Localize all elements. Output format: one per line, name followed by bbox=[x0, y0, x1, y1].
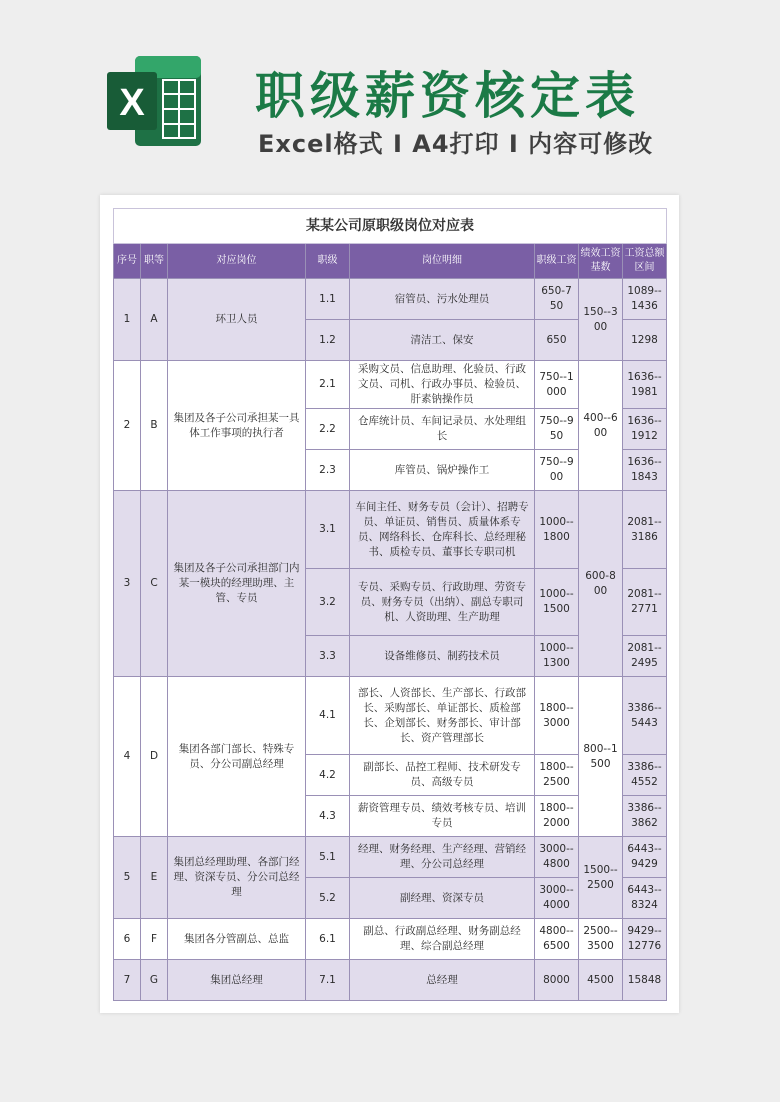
cell-wage: 750--950 bbox=[535, 409, 579, 450]
cell-wage: 750--1000 bbox=[535, 361, 579, 409]
cell-base: 2500--3500 bbox=[579, 919, 623, 960]
cell-total: 9429--12776 bbox=[623, 919, 667, 960]
cell-total: 2081--2495 bbox=[623, 636, 667, 677]
cell-wage: 1000--1800 bbox=[535, 491, 579, 569]
cell-no: 2 bbox=[114, 361, 141, 491]
cell-wage: 1000--1500 bbox=[535, 569, 579, 636]
cell-total: 1636--1843 bbox=[623, 450, 667, 491]
cell-wage: 3000--4000 bbox=[535, 878, 579, 919]
header-detail: 岗位明细 bbox=[350, 244, 535, 279]
header-level: 职级 bbox=[306, 244, 350, 279]
cell-wage: 650-750 bbox=[535, 279, 579, 320]
cell-position: 集团总经理 bbox=[168, 960, 306, 1001]
cell-level: 3.3 bbox=[306, 636, 350, 677]
table-header-row bbox=[114, 244, 667, 279]
cell-level: 1.2 bbox=[306, 320, 350, 361]
cell-detail: 副总、行政副总经理、财务副总经理、综合副总经理 bbox=[350, 919, 535, 960]
cell-level: 2.3 bbox=[306, 450, 350, 491]
cell-no: 4 bbox=[114, 677, 141, 837]
cell-grade: D bbox=[141, 677, 168, 837]
cell-level: 2.2 bbox=[306, 409, 350, 450]
cell-position: 环卫人员 bbox=[168, 279, 306, 361]
cell-level: 4.3 bbox=[306, 796, 350, 837]
cell-level: 1.1 bbox=[306, 279, 350, 320]
cell-wage: 650 bbox=[535, 320, 579, 361]
cell-total: 6443--8324 bbox=[623, 878, 667, 919]
cell-level: 2.1 bbox=[306, 361, 350, 409]
cell-total: 3386--5443 bbox=[623, 677, 667, 755]
cell-level: 5.1 bbox=[306, 837, 350, 878]
cell-detail: 副经理、资深专员 bbox=[350, 878, 535, 919]
cell-level: 5.2 bbox=[306, 878, 350, 919]
cell-grade: C bbox=[141, 491, 168, 677]
cell-wage: 4800--6500 bbox=[535, 919, 579, 960]
logo-letter: X bbox=[119, 82, 145, 124]
cell-level: 4.2 bbox=[306, 755, 350, 796]
cell-wage: 3000--4800 bbox=[535, 837, 579, 878]
cell-base: 600-800 bbox=[579, 491, 623, 677]
cell-base: 800--1500 bbox=[579, 677, 623, 837]
header-wage: 职级工资 bbox=[535, 244, 579, 279]
cell-no: 7 bbox=[114, 960, 141, 1001]
cell-position: 集团各分管副总、总监 bbox=[168, 919, 306, 960]
cell-total: 1636--1981 bbox=[623, 361, 667, 409]
cell-level: 3.1 bbox=[306, 491, 350, 569]
header-grade: 职等 bbox=[141, 244, 168, 279]
table-caption: 某某公司原职级岗位对应表 bbox=[114, 209, 667, 244]
cell-total: 2081--2771 bbox=[623, 569, 667, 636]
cell-detail: 总经理 bbox=[350, 960, 535, 1001]
cell-level: 6.1 bbox=[306, 919, 350, 960]
cell-wage: 1800--3000 bbox=[535, 677, 579, 755]
cell-position: 集团及各子公司承担某一具体工作事项的执行者 bbox=[168, 361, 306, 491]
cell-grade: A bbox=[141, 279, 168, 361]
cell-detail: 经理、财务经理、生产经理、营销经理、分公司总经理 bbox=[350, 837, 535, 878]
cell-no: 5 bbox=[114, 837, 141, 919]
cell-base: 400--600 bbox=[579, 361, 623, 491]
cell-total: 3386--3862 bbox=[623, 796, 667, 837]
header-no: 序号 bbox=[114, 244, 141, 279]
document-sheet bbox=[100, 195, 679, 1013]
table-row bbox=[114, 919, 667, 960]
cell-wage: 8000 bbox=[535, 960, 579, 1001]
table-row bbox=[114, 279, 667, 320]
cell-grade: F bbox=[141, 919, 168, 960]
cell-wage: 1800--2000 bbox=[535, 796, 579, 837]
cell-base: 4500 bbox=[579, 960, 623, 1001]
cell-detail: 薪资管理专员、绩效考核专员、培训专员 bbox=[350, 796, 535, 837]
cell-level: 3.2 bbox=[306, 569, 350, 636]
header-total: 工资总额区间 bbox=[623, 244, 667, 279]
cell-grade: B bbox=[141, 361, 168, 491]
cell-total: 1089--1436 bbox=[623, 279, 667, 320]
cell-total: 15848 bbox=[623, 960, 667, 1001]
table-row bbox=[114, 491, 667, 569]
table-row bbox=[114, 361, 667, 409]
cell-grade: E bbox=[141, 837, 168, 919]
cell-total: 6443--9429 bbox=[623, 837, 667, 878]
cell-detail: 库管员、锅炉操作工 bbox=[350, 450, 535, 491]
cell-detail: 采购文员、信息助理、化验员、行政文员、司机、行政办事员、检验员、肝素钠操作员 bbox=[350, 361, 535, 409]
cell-detail: 宿管员、污水处理员 bbox=[350, 279, 535, 320]
cell-no: 6 bbox=[114, 919, 141, 960]
cell-total: 3386--4552 bbox=[623, 755, 667, 796]
grade-table bbox=[113, 208, 667, 1001]
cell-detail: 副部长、品控工程师、技术研发专员、高级专员 bbox=[350, 755, 535, 796]
page-subtitle: Excel格式 I A4打印 I 内容可修改 bbox=[258, 130, 654, 158]
header-position: 对应岗位 bbox=[168, 244, 306, 279]
cell-wage: 1800--2500 bbox=[535, 755, 579, 796]
cell-detail: 部长、人资部长、生产部长、行政部长、采购部长、单证部长、质检部长、企划部长、财务部长、审计部长、资产管理部长 bbox=[350, 677, 535, 755]
excel-logo-icon bbox=[105, 52, 205, 150]
cell-detail: 车间主任、财务专员（会计）、招聘专员、单证员、销售员、质量体系专员、网络科长、仓库科长、总经理秘书、质检专员、董事长专职司机 bbox=[350, 491, 535, 569]
cell-total: 2081--3186 bbox=[623, 491, 667, 569]
cell-wage: 750--900 bbox=[535, 450, 579, 491]
cell-position: 集团及各子公司承担部门内某一模块的经理助理、主管、专员 bbox=[168, 491, 306, 677]
cell-total: 1636--1912 bbox=[623, 409, 667, 450]
cell-position: 集团总经理助理、各部门经理、资深专员、分公司总经理 bbox=[168, 837, 306, 919]
cell-level: 4.1 bbox=[306, 677, 350, 755]
cell-level: 7.1 bbox=[306, 960, 350, 1001]
header-base: 绩效工资基数 bbox=[579, 244, 623, 279]
cell-no: 1 bbox=[114, 279, 141, 361]
cell-detail: 设备维修员、制药技术员 bbox=[350, 636, 535, 677]
banner bbox=[0, 0, 780, 195]
table-row bbox=[114, 960, 667, 1001]
cell-grade: G bbox=[141, 960, 168, 1001]
cell-detail: 仓库统计员、车间记录员、水处理组长 bbox=[350, 409, 535, 450]
cell-base: 150--300 bbox=[579, 279, 623, 361]
cell-detail: 清洁工、保安 bbox=[350, 320, 535, 361]
table-row bbox=[114, 677, 667, 755]
cell-total: 1298 bbox=[623, 320, 667, 361]
cell-detail: 专员、采购专员、行政助理、劳资专员、财务专员（出纳）、副总专职司机、人资助理、生产助理 bbox=[350, 569, 535, 636]
cell-position: 集团各部门部长、特殊专员、分公司副总经理 bbox=[168, 677, 306, 837]
page-title: 职级薪资核定表 bbox=[255, 67, 640, 125]
cell-no: 3 bbox=[114, 491, 141, 677]
table-row bbox=[114, 837, 667, 878]
cell-wage: 1000--1300 bbox=[535, 636, 579, 677]
cell-base: 1500--2500 bbox=[579, 837, 623, 919]
